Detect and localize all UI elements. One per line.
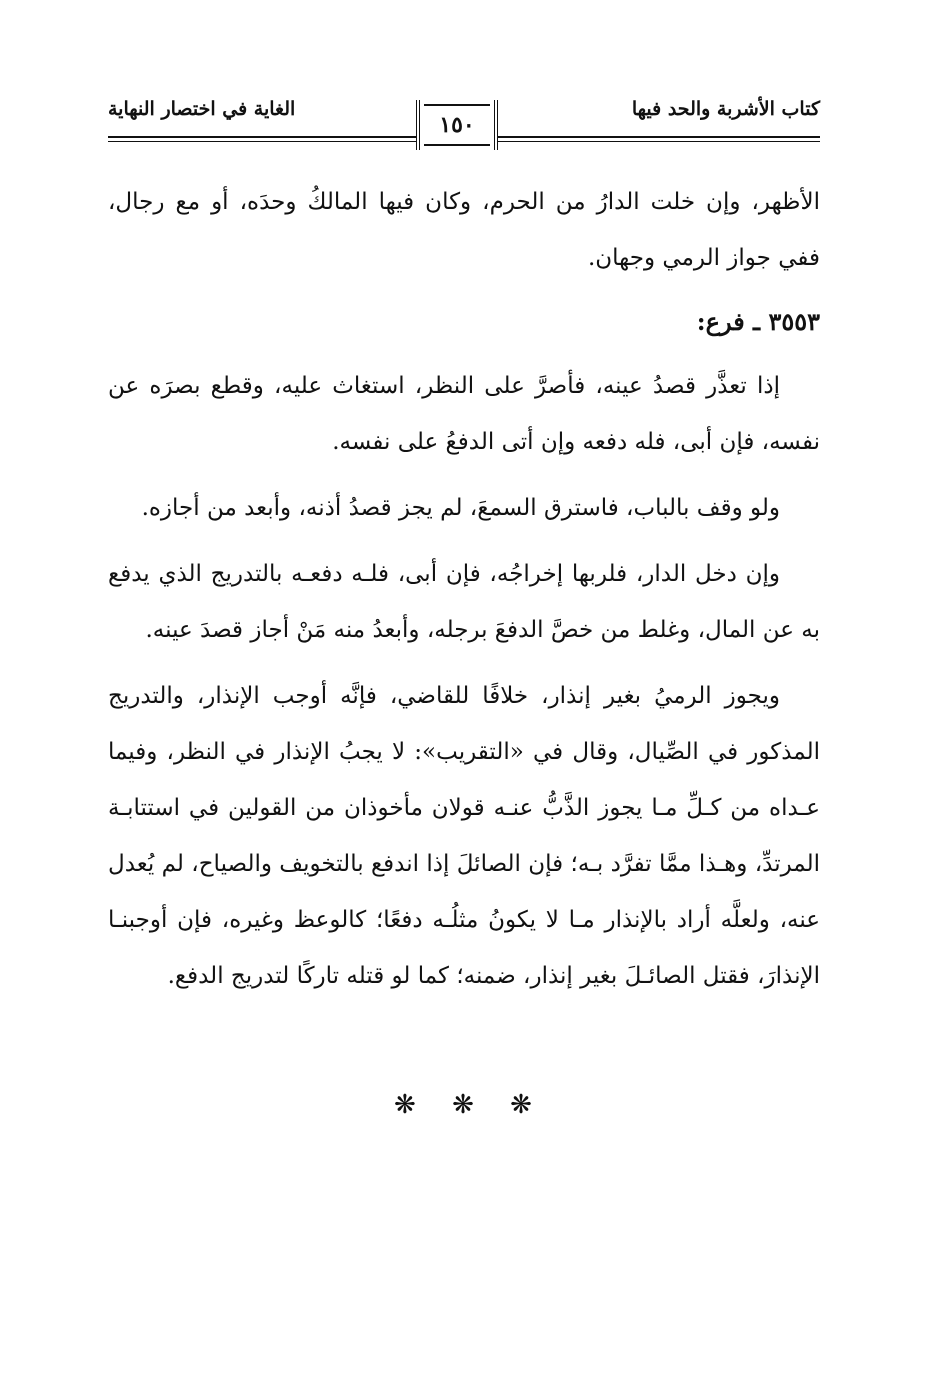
paragraph-5: ويجوز الرميُ بغير إنذار، خلافًا للقاضي، فإنَّه أوجب الإنذار، والتدريج المذكور في الصِّيال، وقال في «التقريب»: لا يجبُ الإنذار في النظر، وفيما عـداه من كـلِّ مـا يجوز الذَّبُّ عنـه قولان مأخوذان من القولين في استتابـة المرتدِّ، وهـذا ممَّا تفرَّد بـه؛ فإن الصائلَ إذا اندفع بالتخويف والصياح، لم يُعدل عنه، ولعلَّه أراد بالإنذار مـا لا يكونُ مثلُـه دفعًا؛ كالوعظ وغيره، فإن أوجبنـا الإنذارَ، فقتل الصائـلَ بغير إنذار، ضمنه؛ كما لو قتله تاركًا لتدريج الدفع.: [108, 683, 820, 989]
section-heading: ٣٥٥٣ ـ فرع:: [696, 307, 820, 336]
page-number: ١٥٠: [439, 112, 475, 138]
paragraph-2: إذا تعذَّر قصدُ عينه، فأصرَّ على النظر، استغاث عليه، وقطع بصرَه عن نفسه، فإن أبى، فله دفعه وإن أتى الدفعُ على نفسه.: [108, 373, 820, 455]
paragraph-1: الأظهر، وإن خلت الدارُ من الحرم، وكان فيها المالكُ وحدَه، أو مع رجال، ففي جواز الرمي وجهان.: [108, 189, 820, 271]
page-number-frame: [416, 100, 498, 150]
paragraph-3: ولو وقف بالباب، فاسترق السمعَ، لم يجز قصدُ أذنه، وأبعد من أجازه.: [141, 495, 780, 521]
chapter-title: كتاب الأشربة والحد فيها: [631, 98, 820, 120]
running-header: [108, 96, 820, 158]
end-ornament: ❋ ❋ ❋: [394, 1090, 546, 1120]
main-text: [108, 174, 820, 1014]
paragraph-4: وإن دخل الدار، فلربها إخراجُه، فإن أبى، فلـه دفعـه بالتدريج الذي يدفع به عن المال، وغلط من خصَّ الدفعَ برجله، وأبعدُ منه مَنْ أجاز قصدَ عينه.: [108, 561, 820, 643]
book-title: الغاية في اختصار النهاية: [108, 98, 296, 120]
